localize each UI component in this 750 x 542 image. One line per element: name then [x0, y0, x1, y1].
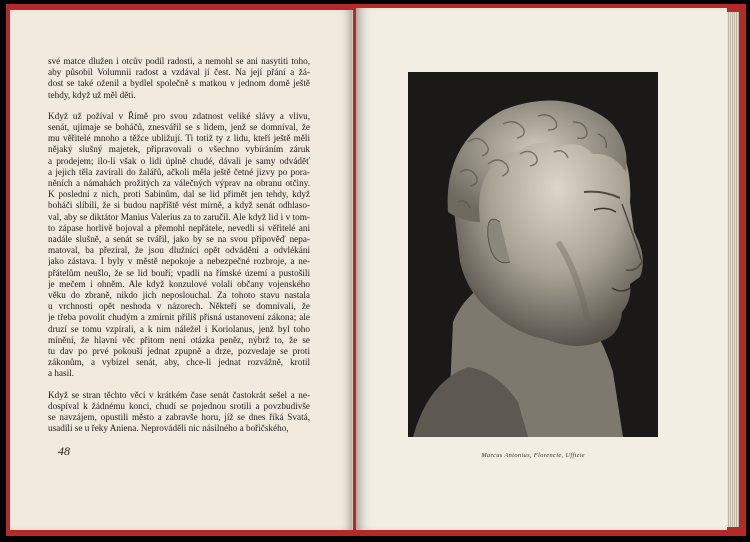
text-line: tehdy, když už měl děti.: [48, 89, 136, 100]
text-line: senát, ujímaje se boháčů, znesvářil se s lidem, jenž se domníval, že: [48, 122, 310, 133]
text-line: mu věřitelé mnoho a těžce ubližují. Ti totiž ty z lidu, kteří ještě měli: [48, 133, 310, 144]
text-line: něních a námahách prožitých za válečných výprav na obranu otčiny.: [48, 178, 310, 189]
text-line: dospíval k žádnému konci, chudí se pojednou srotili a povzbudivše: [48, 400, 310, 411]
text-line: val, aby se diktátor Manius Valerius za to zaručil. Ale když lid i v tom-: [48, 211, 310, 222]
text-line: K poslední z nich, proti Sabinům, dal se lid přimět jen tehdy, když: [48, 189, 310, 200]
text-line: a prodejem; ilo-li však o lidi úplně chudé, dávali je samy odváděť: [48, 155, 310, 166]
text-line: Když už požíval v Římě pro svou zdatnost veliké slávy a vlivu,: [48, 110, 310, 121]
text-line: je mečem i ohněm. Ale když konzulové volali občany vojenského: [48, 278, 310, 289]
page-edges: [727, 12, 739, 527]
bust-photograph: [408, 72, 658, 437]
bust-image: [408, 72, 658, 437]
text-line: jako zástava. I byly v městě nepokoje a nebezpečné rozbroje, a ne-: [48, 256, 310, 267]
text-line: u vrchnosti opět neshoda v názorech. Někteří se domnívali, že: [48, 301, 310, 312]
photo-caption: Marcus Antonius, Florencie, Uffizie: [481, 452, 585, 459]
body-text: [48, 56, 310, 435]
text-line: mínění, že hlavní věc přitom není otázka peněz, nýbrž to, že se: [48, 334, 310, 345]
text-line: své matce dlužen i otcův podíl radosti, a nemohl se ani nasytiti toho,: [48, 56, 310, 66]
text-line: a jejich těla zavírali do žalářů, ačkoli měla ještě četné jizvy po pora-: [48, 166, 310, 177]
text-line: je třeba povolit chudým a zmírnit příliš přísná ustanovení zákona; ale: [48, 312, 310, 323]
page-number: 48: [58, 444, 70, 458]
text-line: matoval, ba přezíral, že jsou dlužníci opět odváděni a odvlékáni: [48, 245, 310, 256]
text-line: Když se stran těchto věcí v krátkém čase senát častokrát sešel a ne-: [48, 389, 310, 400]
text-line: nějaký slušný majetek, připravovali o všechno vybíráním záruk: [48, 144, 310, 155]
text-line: věku do zbraně, nikdo jich neposlouchal. Za tohoto stavu nastala: [48, 290, 310, 301]
text-line: zákonům, a vybízel senát, aby, chce-li jednat rozvážně, krotil: [48, 357, 310, 368]
text-line: dost se také oženil a bydlel společně s matkou v jednom domě ještě: [48, 78, 310, 89]
text-line: aby působil Volumnii radost a vzdával jí čest. Na její přání a žá-: [48, 67, 310, 78]
text-line: tu dav po prvé pokouší jednat zpupně a drze, pozvedaje se proti: [48, 346, 310, 357]
text-line: nadále slušně, a senát se tvářil, jako by se na svou připověď nepa-: [48, 234, 310, 245]
text-line: to zápase horlivě bojoval a přemohl nepřátele, nevedli si věřitelé ani: [48, 222, 310, 233]
text-line: se navzájem, opustili město a zabravše horu, jíž se dnes říká Svatá,: [48, 412, 310, 423]
text-line: usadili se u řeky Aniena. Neprováděli nic násilného a bořičského,: [48, 423, 289, 434]
paragraph-gap: [48, 101, 310, 111]
text-line: přátelům neušlo, že se lid bouří; vpadli na římské území a pustošili: [48, 267, 310, 278]
text-line: a hasil.: [48, 368, 75, 379]
text-line: boháči slíbili, že si budou napříště vést mírně, a když senát odhlaso-: [48, 200, 310, 211]
text-line: druzí se tomu vzpírali, a k nim náležel i Koriolanus, jenž byl toho: [48, 323, 310, 334]
paragraph-gap: [48, 380, 310, 390]
